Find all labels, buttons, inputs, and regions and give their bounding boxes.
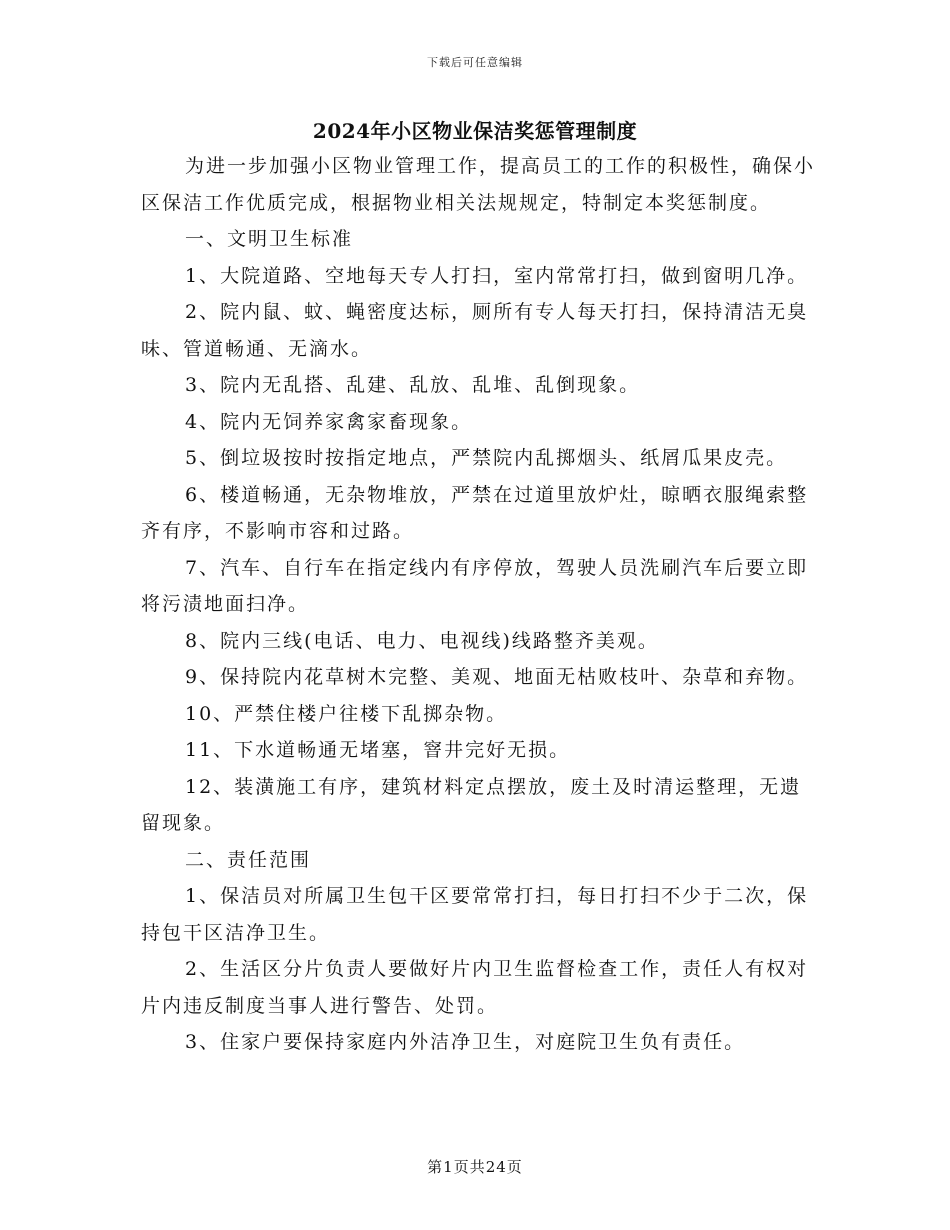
list-item: 2、院内鼠、蚊、蝇密度达标，厕所有专人每天打扫，保持清洁无臭味、管道畅通、无滴水。: [141, 301, 809, 360]
list-item: 1、大院道路、空地每天专人打扫，室内常常打扫，做到窗明几净。: [185, 264, 809, 287]
list-item: 9、保持院内花草树木完整、美观、地面无枯败枝叶、杂草和弃物。: [185, 666, 809, 688]
list-item: 4、院内无饲养家禽家畜现象。: [185, 410, 473, 433]
list-item: 3、院内无乱搭、乱建、乱放、乱堆、乱倒现象。: [185, 374, 641, 396]
list-item: 11、下水道畅通无堵塞，窨井完好无损。: [185, 739, 571, 761]
list-item: 10、严禁住楼户往楼下乱掷杂物。: [185, 702, 508, 725]
list-item: 5、倒垃圾按时按指定地点，严禁院内乱掷烟头、纸屑瓜果皮壳。: [185, 447, 788, 469]
list-item: 3、住家户要保持家庭内外洁净卫生，对庭院卫生负有责任。: [185, 1031, 746, 1053]
page-number-footer: 第1页共24页: [427, 1158, 523, 1176]
list-item: 1、保洁员对所属卫生包干区要常常打扫，每日打扫不少于二次，保持包干区洁净卫生。: [141, 885, 809, 944]
list-item: 7、汽车、自行车在指定线内有序停放，驾驶人员洗刷汽车后要立即将污渍地面扫净。: [141, 556, 809, 615]
list-item: 6、楼道畅通，无杂物堆放，严禁在过道里放炉灶，晾晒衣服绳索整齐有序，不影响市容和过路。: [141, 483, 809, 542]
page-header-note: 下载后可任意编辑: [427, 56, 523, 69]
document-title: 2024年小区物业保洁奖惩管理制度: [312, 119, 638, 143]
list-item: 12、装潢施工有序，建筑材料定点摆放，废土及时清运整理，无遗留现象。: [141, 775, 802, 834]
document-body: [141, 148, 821, 1061]
section-heading-responsibility: 二、责任范围: [185, 848, 312, 871]
list-item: 8、院内三线(电话、电力、电视线)线路整齐美观。: [185, 629, 659, 652]
list-item: 2、生活区分片负责人要做好片内卫生监督检查工作，责任人有权对片内违反制度当事人进行警告、处罚。: [141, 958, 809, 1017]
section-heading-standards: 一、文明卫生标准: [185, 228, 354, 250]
paragraph-intro: 为进一步加强小区物业管理工作，提高员工的工作的积极性，确保小区保洁工作优质完成，根据物业相关法规规定，特制定本奖惩制度。: [141, 155, 816, 214]
